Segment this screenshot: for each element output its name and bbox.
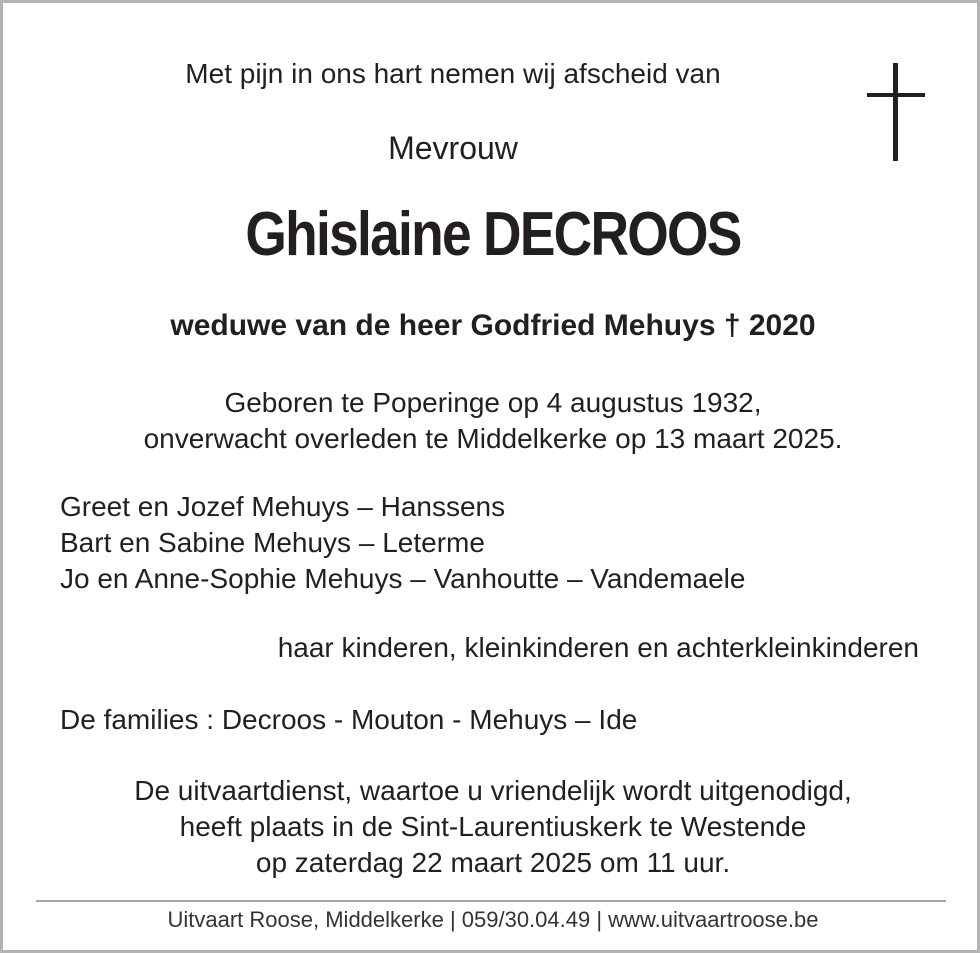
families-line: De families : Decroos - Mouton - Mehuys – Ide: [60, 704, 638, 735]
family-list: [60, 489, 745, 597]
deceased-name: Ghislaine DECROOS: [245, 200, 741, 269]
death-line: onverwacht overleden te Middelkerke op 13 maart 2025.: [143, 423, 843, 454]
family-line: Greet en Jozef Mehuys – Hanssens: [60, 491, 506, 522]
birth-line: Geboren te Poperinge op 4 augustus 1932,: [224, 387, 762, 418]
family-line: Jo en Anne-Sophie Mehuys – Vanhoutte – Vandemaele: [60, 563, 746, 594]
service-line: De uitvaartdienst, waartoe u vriendelijk wordt uitgenodigd,: [134, 775, 852, 806]
service-line: op zaterdag 22 maart 2025 om 11 uur.: [255, 847, 731, 878]
service-line: heeft plaats in de Sint-Laurentiuskerk te Westende: [179, 811, 807, 842]
widow-line: weduwe van de heer Godfried Mehuys † 2020: [170, 309, 816, 342]
footer-divider: [36, 900, 946, 902]
honorific: Mevrouw: [388, 130, 518, 166]
intro-text: Met pijn in ons hart nemen wij afscheid van: [185, 58, 721, 89]
family-line: Bart en Sabine Mehuys – Leterme: [60, 527, 485, 558]
service-block: [3, 773, 980, 881]
funeral-home-footer: Uitvaart Roose, Middelkerke | 059/30.04.49 | www.uitvaartroose.be: [167, 907, 819, 932]
children-line: haar kinderen, kleinkinderen en achterkleinkinderen: [277, 632, 919, 663]
birth-death-block: [3, 385, 980, 457]
